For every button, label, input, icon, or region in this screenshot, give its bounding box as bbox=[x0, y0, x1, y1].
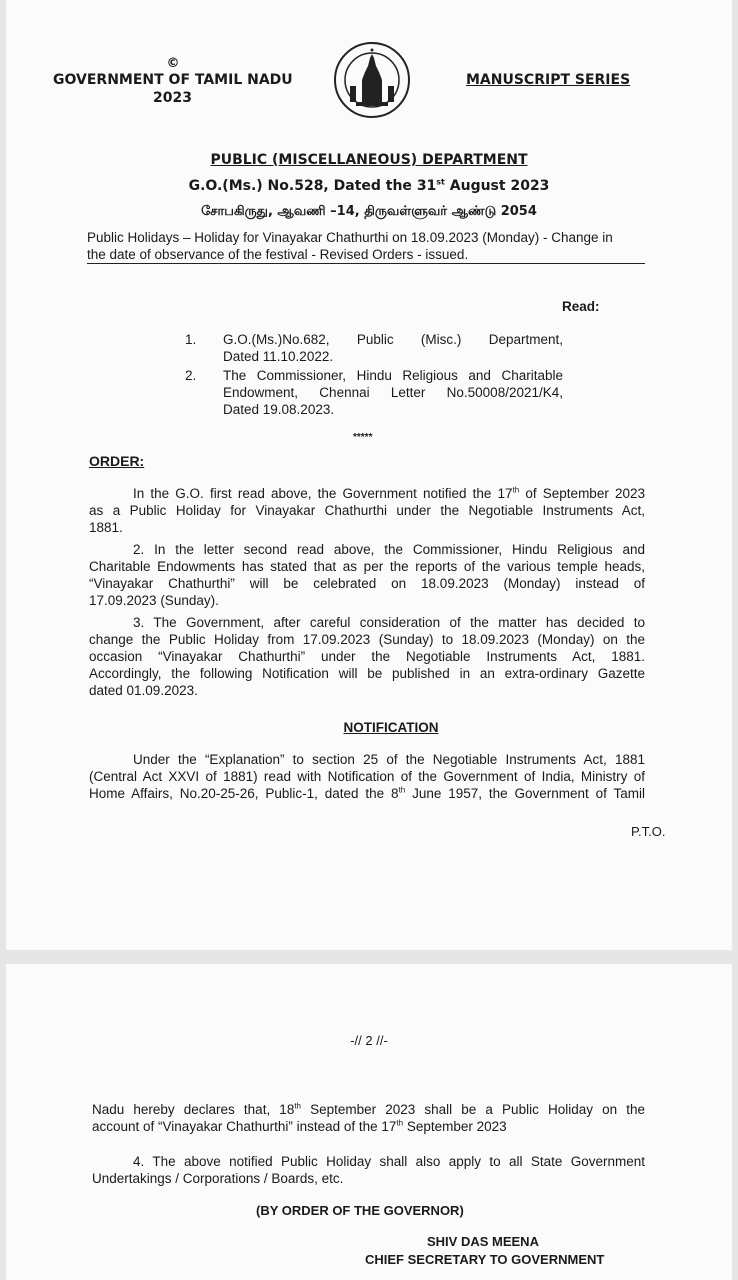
read-label: Read: bbox=[562, 299, 600, 314]
notification-line-1: Under the “Explanation” to section 25 of the Negotiable Instruments Act, 1881 bbox=[133, 752, 645, 767]
para4-line-1: 4. The above notified Public Holiday shall also apply to all State Government bbox=[133, 1154, 645, 1169]
read-item-2-number: 2. bbox=[185, 368, 197, 383]
go-day: 31st bbox=[416, 177, 445, 194]
page-number: -// 2 //- bbox=[350, 1033, 388, 1048]
signatory-title: CHIEF SECRETARY TO GOVERNMENT bbox=[365, 1252, 605, 1267]
page2-para-line-1: Nadu hereby declares that, 18th September 2023 shall be a Public Holiday on the bbox=[92, 1101, 645, 1117]
read-item-2-line-2: Endowment, Chennai Letter No.50008/2021/K4, bbox=[223, 385, 563, 400]
copyright-symbol: © bbox=[166, 56, 180, 71]
read-item-2-line-3: Dated 19.08.2023. bbox=[223, 402, 335, 417]
document-page-2 bbox=[6, 964, 732, 1280]
subject-underline bbox=[87, 263, 645, 264]
read-item-1-line-2: Dated 11.10.2022. bbox=[223, 349, 334, 364]
para3-line-1: 3. The Government, after careful consideration of the matter has decided to bbox=[133, 615, 645, 630]
go-month: August 2023 bbox=[449, 178, 550, 194]
tamil-nadu-emblem-icon bbox=[332, 40, 412, 120]
read-item-1-number: 1. bbox=[185, 332, 197, 347]
tamil-date: சோபகிருது, ஆவணி –14, திருவள்ளுவர் ஆண்டு 2054 bbox=[201, 204, 537, 219]
go-number-line bbox=[6, 178, 732, 194]
government-title: GOVERNMENT OF TAMIL NADU bbox=[53, 72, 293, 88]
department-title: PUBLIC (MISCELLANEOUS) DEPARTMENT bbox=[210, 152, 528, 168]
signatory-name: SHIV DAS MEENA bbox=[427, 1234, 539, 1249]
separator-stars: ***** bbox=[353, 432, 373, 443]
notification-heading: NOTIFICATION bbox=[343, 720, 439, 735]
notification-line-3: Home Affairs, No.20-25-26, Public-1, dated the 8th June 1957, the Government of Tamil bbox=[89, 785, 645, 801]
subject-line-2: the date of observance of the festival - Revised Orders - issued. bbox=[87, 247, 469, 262]
header-year: 2023 bbox=[153, 90, 192, 106]
series-label: MANUSCRIPT SERIES bbox=[466, 72, 631, 88]
read-item-1-line-1: G.O.(Ms.)No.682, Public (Misc.) Department, bbox=[223, 332, 563, 347]
para3-line-5: dated 01.09.2023. bbox=[89, 683, 198, 698]
para2-line-2: Charitable Endowments has stated that as per the reports of the various temple heads, bbox=[89, 559, 645, 574]
subject-line-1: Public Holidays – Holiday for Vinayakar Chathurthi on 18.09.2023 (Monday) - Change in bbox=[87, 230, 613, 245]
page2-para-line-2: account of “Vinayakar Chathurthi” instead of the 17th September 2023 bbox=[92, 1118, 507, 1134]
para3-line-4: Accordingly, the following Notification will be published in an extra-ordinary Gazette bbox=[89, 666, 645, 681]
order-heading: ORDER: bbox=[89, 453, 145, 469]
notification-line-2: (Central Act XXVI of 1881) read with Notification of the Government of India, Ministry of bbox=[89, 769, 645, 784]
para3-line-3: occasion “Vinayakar Chathurthi” under the Negotiable Instruments Act, 1881. bbox=[89, 649, 645, 664]
para2-line-3: “Vinayakar Chathurthi” will be celebrated on 18.09.2023 (Monday) instead of bbox=[89, 576, 645, 591]
para2-line-1: 2. In the letter second read above, the Commissioner, Hindu Religious and bbox=[133, 542, 645, 557]
para3-line-2: change the Public Holiday from 17.09.2023 (Sunday) to 18.09.2023 (Monday) on the bbox=[89, 632, 645, 647]
go-number: G.O.(Ms.) No.528, Dated the bbox=[188, 178, 412, 194]
para1-line-1: In the G.O. first read above, the Government notified the 17th of September 2023 bbox=[133, 485, 645, 501]
read-item-2-line-1: The Commissioner, Hindu Religious and Charitable bbox=[223, 368, 563, 383]
para1-line-3: 1881. bbox=[89, 520, 123, 535]
by-order-line: (BY ORDER OF THE GOVERNOR) bbox=[256, 1203, 464, 1218]
para2-line-4: 17.09.2023 (Sunday). bbox=[89, 593, 219, 608]
document-page-1 bbox=[6, 0, 732, 950]
pto-label: P.T.O. bbox=[631, 824, 666, 839]
para1-line-2: as a Public Holiday for Vinayakar Chathurthi under the Negotiable Instruments Act, bbox=[89, 503, 645, 518]
para4-line-2: Undertakings / Corporations / Boards, etc. bbox=[92, 1171, 344, 1186]
